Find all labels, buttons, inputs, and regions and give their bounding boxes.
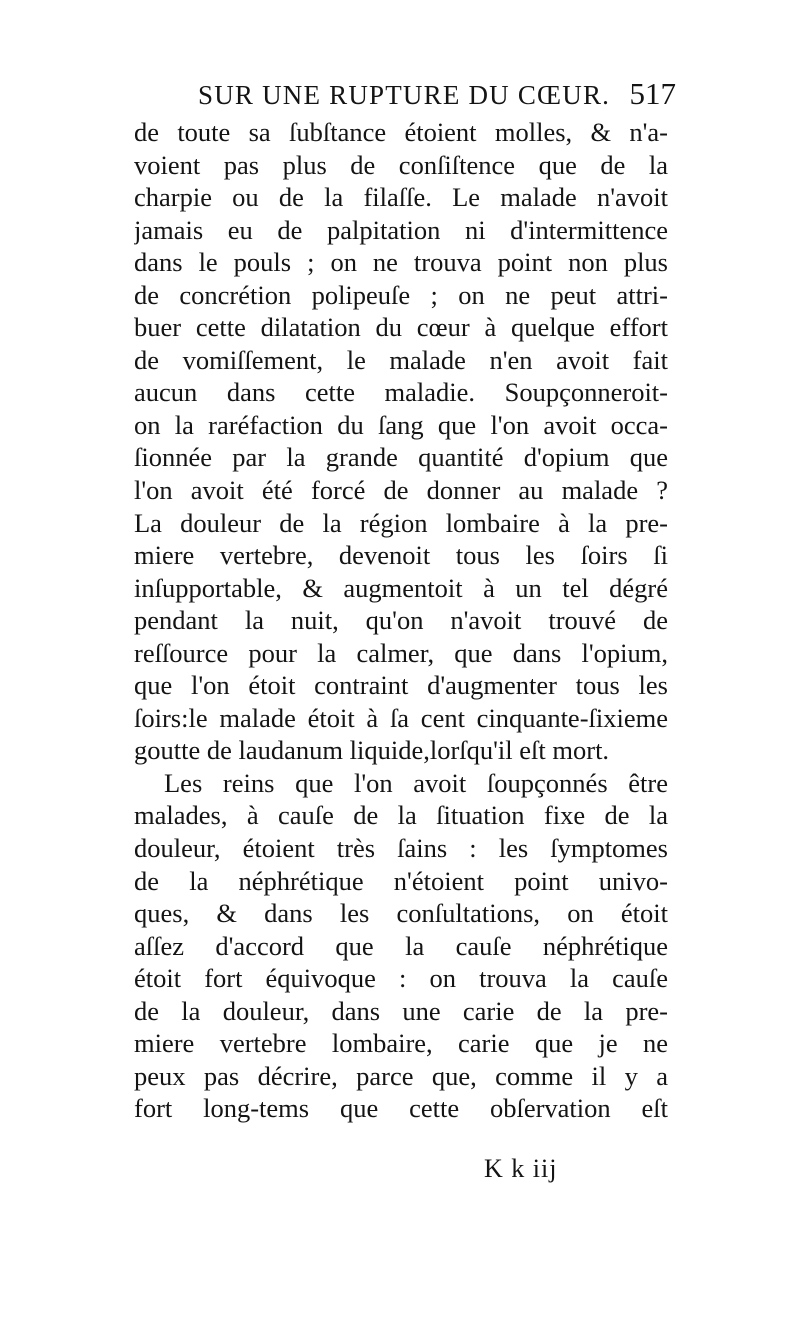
- text-line: que l'on étoit contraint d'augmenter tous les: [134, 670, 668, 701]
- text-line: fort long-tems que cette obſervation eſt: [134, 1093, 668, 1124]
- text-line: l'on avoit été forcé de donner au malade ?: [134, 475, 668, 506]
- text-line: de concrétion polipeuſe ; on ne peut attri-: [134, 279, 668, 310]
- text-line: miere vertebre lombaire, carie que je ne: [134, 1028, 668, 1059]
- page-number: 517: [629, 76, 676, 111]
- text-line: inſupportable, & augmentoit à un tel dégré: [134, 572, 668, 603]
- text-line: reſſource pour la calmer, que dans l'opium,: [134, 637, 668, 668]
- text-line: étoit fort équivoque : on trouva la cauſe: [134, 963, 668, 994]
- text-line: aſſez d'accord que la cauſe néphrétique: [134, 930, 668, 961]
- text-line: on la raréfaction du ſang que l'on avoit occa-: [134, 409, 668, 440]
- text-line: ſoirs:le malade étoit à ſa cent cinquante-ſixieme: [134, 702, 668, 733]
- signature-mark: K k iij: [484, 1154, 558, 1183]
- text-line: de toute sa ſubſtance étoient molles, & n'a-: [134, 117, 668, 147]
- text-line: charpie ou de la filaſſe. Le malade n'avoit: [134, 182, 668, 213]
- text-line: ques, & dans les conſultations, on étoit: [134, 898, 668, 929]
- text-line: dans le pouls ; on ne trouva point non plus: [134, 247, 668, 278]
- text-line: peux pas décrire, parce que, comme il y a: [134, 1060, 668, 1091]
- body-text: [134, 116, 668, 1125]
- text-line: de vomiſſement, le malade n'en avoit fait: [134, 344, 668, 375]
- text-line: de la néphrétique n'étoient point univo-: [134, 865, 668, 896]
- text-line: miere vertebre, devenoit tous les ſoirs ſi: [134, 540, 668, 571]
- text-line: goutte de laudanum liquide,lorſqu'il eſt mort.: [134, 735, 610, 766]
- page-header: [198, 76, 676, 120]
- text-line: buer cette dilatation du cœur à quelque effort: [134, 312, 668, 343]
- running-title: SUR UNE RUPTURE DU CŒUR.: [198, 80, 611, 110]
- text-line: pendant la nuit, qu'on n'avoit trouvé de: [134, 605, 668, 636]
- text-line: La douleur de la région lombaire à la pre-: [134, 507, 668, 538]
- text-line: douleur, étoient très ſains : les ſymptomes: [134, 833, 668, 864]
- text-line: jamais eu de palpitation ni d'intermittence: [134, 214, 668, 245]
- text-line: ſionnée par la grande quantité d'opium que: [134, 442, 668, 473]
- text-line: voient pas plus de conſiſtence que de la: [134, 149, 668, 180]
- text-line: malades, à cauſe de la ſituation fixe de la: [134, 800, 668, 831]
- text-line: de la douleur, dans une carie de la pre-: [134, 995, 668, 1026]
- text-line: Les reins que l'on avoit ſoupçonnés être: [164, 767, 668, 798]
- text-line: aucun dans cette maladie. Soupçonneroit-: [134, 377, 668, 408]
